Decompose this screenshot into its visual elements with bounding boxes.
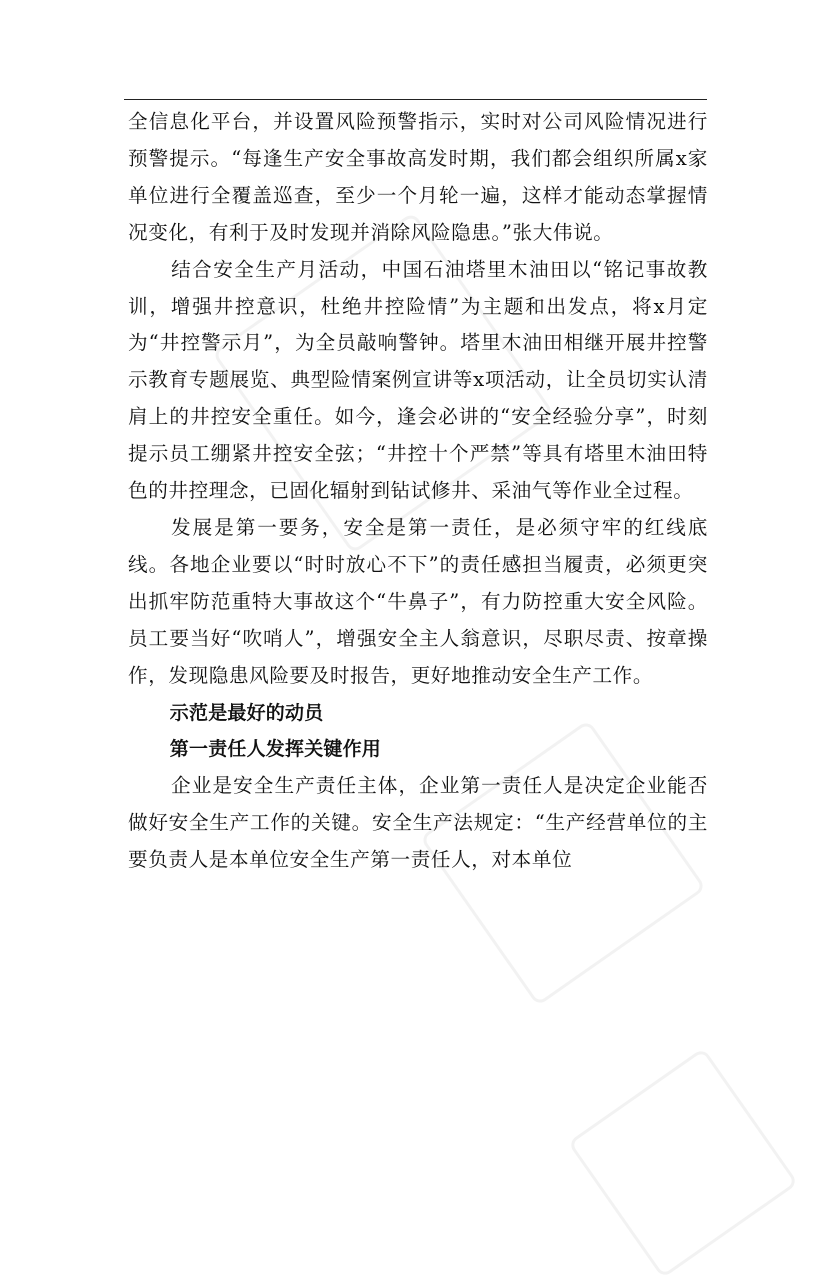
section-heading: 第一责任人发挥关键作用 (169, 738, 381, 761)
header-rule (124, 99, 707, 100)
paragraph: 结合安全生产月活动，中国石油塔里木油田以“铭记事故教训，增强井控意识，杜绝井控险情”为主题和出发点，将x月定为“井控警示月”，为全员敲响警钟。塔里木油田相继开展井控警示教育专题展览、典型险情案例宣讲等x项活动，让全员切实认清肩上的井控安全重任。如今，逢会必讲的“安全经验分享”，时刻提示员工绷紧井控安全弦；“井控十个严禁”等具有塔里木油田特色的井控理念，已固化辐射到钻试修井、采油气等作业全过程。 (128, 257, 708, 503)
section-heading: 示范是最好的动员 (169, 701, 324, 724)
paragraph-continuation: 全信息化平台，并设置风险预警指示，实时对公司风险情况进行预警提示。“每逢生产安全事故高发时期，我们都会组织所属x家单位进行全覆盖巡查，至少一个月轮一遍，这样才能动态掌握情况变化，有利于及时发现并消除风险隐患。”张大伟说。 (128, 110, 708, 244)
watermark (567, 1047, 798, 1278)
document-body (128, 104, 708, 879)
paragraph: 发展是第一要务，安全是第一责任，是必须守牢的红线底线。各地企业要以“时时放心不下”的责任感担当履责，必须更突出抓牢防范重特大事故这个“牛鼻子”，有力防控重大安全风险。员工要当好“吹哨人”，增强安全主人翁意识，尽职尽责、按章操作，发现隐患风险要及时报告，更好地推动安全生产工作。 (128, 515, 708, 687)
paragraph: 企业是安全生产责任主体，企业第一责任人是决定企业能否做好安全生产工作的关键。安全生产法规定：“生产经营单位的主要负责人是本单位安全生产第一责任人，对本单位 (128, 774, 708, 872)
